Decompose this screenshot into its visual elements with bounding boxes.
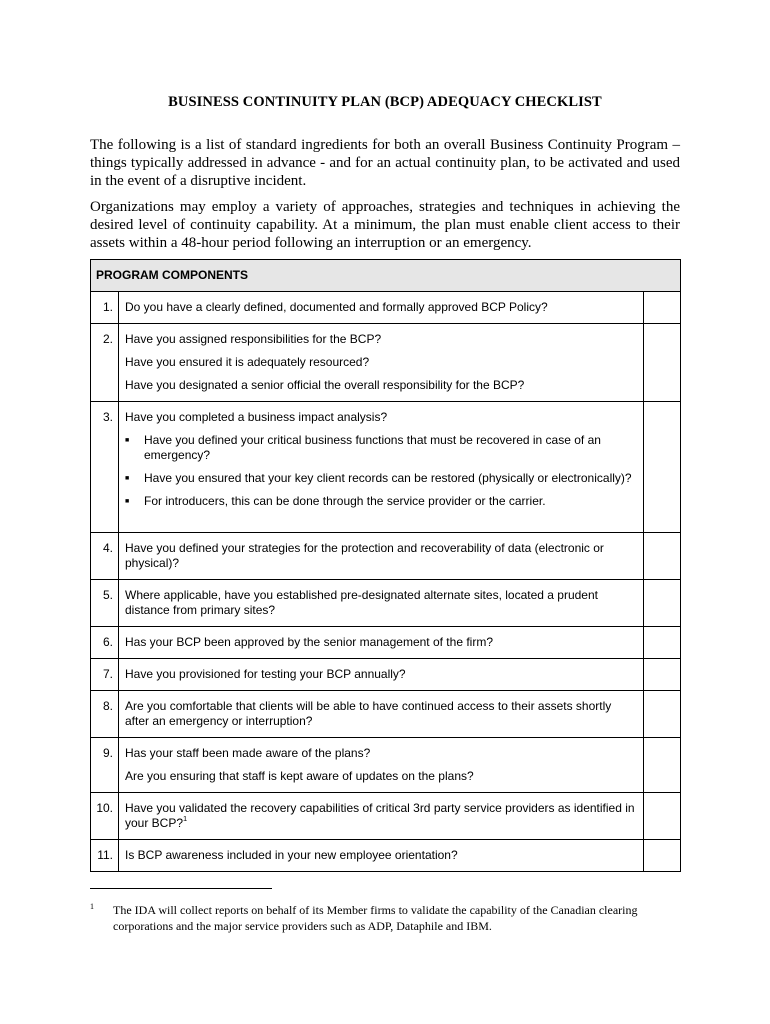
question-text (125, 410, 635, 425)
item-number: 5. (91, 580, 119, 627)
question-line: Have you provisioned for testing your BCP annually? (125, 667, 406, 681)
footnote-divider (90, 888, 272, 889)
question-cell (119, 659, 644, 691)
item-number: 8. (91, 691, 119, 738)
footnote-reference: 1 (183, 814, 188, 823)
question-text (125, 801, 635, 831)
question-text (125, 541, 635, 571)
question-text (125, 300, 635, 315)
intro-paragraph-1: The following is a list of standard ingredients for both an overall Business Continuity Program – things typically addressed in advance - and for an actual continuity plan, to be activated and used in the event of a disruptive incident. (90, 137, 680, 189)
answer-checkbox-cell[interactable] (644, 659, 681, 691)
checklist-row (91, 840, 681, 872)
question-cell (119, 402, 644, 533)
question-line: Have you assigned responsibilities for the BCP? (125, 332, 382, 346)
intro-paragraph-2: Organizations may employ a variety of approaches, strategies and techniques in achieving the desired level of continuity capability. At a minimum, the plan must enable client access to their assets within a 48-hour period following an interruption or an emergency. (90, 199, 680, 251)
bullet-text: For introducers, this can be done through the service provider or the carrier. (144, 494, 546, 508)
checklist-row (91, 793, 681, 840)
item-number: 2. (91, 324, 119, 402)
question-text (125, 667, 635, 682)
checklist-row (91, 691, 681, 738)
question-text (125, 848, 635, 863)
item-number: 11. (91, 840, 119, 872)
question-cell (119, 324, 644, 402)
square-bullet-icon: ■ (125, 437, 130, 444)
square-bullet-icon: ■ (125, 475, 130, 482)
question-cell (119, 533, 644, 580)
question-line: Has your staff been made aware of the plans? (125, 746, 371, 760)
answer-checkbox-cell[interactable] (644, 292, 681, 324)
bullet-item (125, 471, 635, 486)
question-text (125, 635, 635, 650)
footnote-text: The IDA will collect reports on behalf of its Member firms to validate the capability of the Canadian clearing corporations and the major service providers such as ADP, Dataphile and IBM. (113, 903, 638, 933)
item-number: 4. (91, 533, 119, 580)
question-text (125, 588, 635, 618)
question-line: Are you comfortable that clients will be able to have continued access to their assets shortly after an emergency or interruption? (125, 699, 612, 728)
question-line: Have you ensured it is adequately resourced? (125, 355, 370, 369)
question-line: Have you designated a senior official the overall responsibility for the BCP? (125, 378, 525, 392)
square-bullet-icon: ■ (125, 498, 130, 505)
question-line: Have you completed a business impact analysis? (125, 410, 388, 424)
footnote-mark: 1 (90, 902, 94, 911)
bullet-text: Have you defined your critical business functions that must be recovered in case of an emergency? (144, 433, 601, 462)
question-cell (119, 627, 644, 659)
checklist-row (91, 324, 681, 402)
question-text (125, 332, 635, 347)
checklist-row (91, 580, 681, 627)
question-text (125, 699, 635, 729)
table-header-row (91, 260, 681, 292)
question-text (125, 769, 635, 784)
answer-checkbox-cell[interactable] (644, 627, 681, 659)
question-line: Have you defined your strategies for the protection and recoverability of data (electronic or physical)? (125, 541, 604, 570)
table-header: PROGRAM COMPONENTS (91, 260, 681, 292)
checklist-row (91, 627, 681, 659)
question-line: Where applicable, have you established pre-designated alternate sites, located a prudent distance from primary sites? (125, 588, 598, 617)
question-line: Do you have a clearly defined, documented and formally approved BCP Policy? (125, 300, 548, 314)
answer-checkbox-cell[interactable] (644, 691, 681, 738)
item-number: 3. (91, 402, 119, 533)
question-text (125, 378, 635, 393)
question-cell (119, 580, 644, 627)
document-title: BUSINESS CONTINUITY PLAN (BCP) ADEQUACY CHECKLIST (168, 94, 602, 110)
question-cell (119, 738, 644, 793)
checklist-row (91, 292, 681, 324)
checklist-row (91, 402, 681, 533)
checklist-row (91, 659, 681, 691)
question-line: Has your BCP been approved by the senior management of the firm? (125, 635, 493, 649)
answer-checkbox-cell[interactable] (644, 840, 681, 872)
item-number: 10. (91, 793, 119, 840)
item-number: 9. (91, 738, 119, 793)
question-cell (119, 292, 644, 324)
checklist-row (91, 533, 681, 580)
bullet-item (125, 494, 635, 509)
answer-checkbox-cell[interactable] (644, 402, 681, 533)
question-line: Have you validated the recovery capabilities of critical 3rd party service providers as identified in your BCP? (125, 801, 635, 830)
item-number: 7. (91, 659, 119, 691)
question-text (125, 355, 635, 370)
answer-checkbox-cell[interactable] (644, 793, 681, 840)
question-cell (119, 840, 644, 872)
answer-checkbox-cell[interactable] (644, 324, 681, 402)
answer-checkbox-cell[interactable] (644, 580, 681, 627)
bullet-item (125, 433, 635, 463)
question-line: Is BCP awareness included in your new employee orientation? (125, 848, 458, 862)
answer-checkbox-cell[interactable] (644, 738, 681, 793)
item-number: 1. (91, 292, 119, 324)
checklist-row (91, 738, 681, 793)
item-number: 6. (91, 627, 119, 659)
footnote (90, 902, 680, 934)
question-cell (119, 793, 644, 840)
answer-checkbox-cell[interactable] (644, 533, 681, 580)
question-line: Are you ensuring that staff is kept aware of updates on the plans? (125, 769, 474, 783)
question-text (125, 746, 635, 761)
checklist-table (90, 259, 681, 872)
question-cell (119, 691, 644, 738)
bullet-text: Have you ensured that your key client records can be restored (physically or electronically)? (144, 471, 632, 485)
